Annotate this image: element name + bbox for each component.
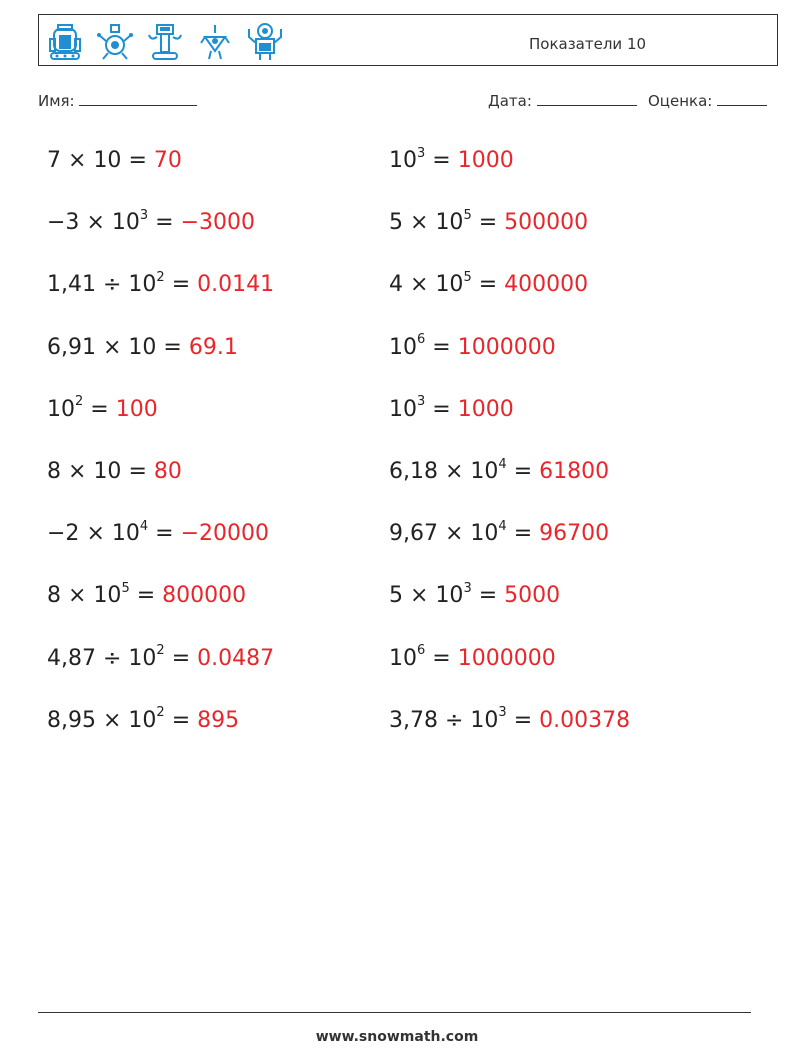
problem-base: 10 bbox=[111, 210, 140, 236]
problem-base: 10 bbox=[389, 148, 417, 173]
equals-sign: = bbox=[432, 148, 451, 173]
problem-coefficient: 5 bbox=[389, 583, 403, 609]
date-field[interactable] bbox=[488, 92, 637, 110]
problem-answer: 1000 bbox=[457, 396, 514, 422]
problem-operator: ÷ bbox=[102, 645, 122, 671]
problem-base: 10 bbox=[435, 210, 464, 236]
problem-base: 10 bbox=[389, 334, 417, 360]
problem-operator: ÷ bbox=[102, 272, 122, 298]
equals-sign: = bbox=[171, 272, 191, 298]
equals-sign: = bbox=[136, 583, 156, 609]
problem-coefficient: 3,78 bbox=[389, 707, 438, 733]
problem-coefficient: 8 bbox=[47, 459, 61, 484]
problem-coefficient: −2 bbox=[47, 521, 80, 547]
equals-sign: = bbox=[513, 707, 533, 733]
problem-exponent: 3 bbox=[139, 207, 149, 223]
problem-exponent: 2 bbox=[75, 394, 84, 410]
problem-item bbox=[389, 207, 589, 236]
name-label: Имя: bbox=[38, 92, 75, 110]
problem-item bbox=[47, 459, 182, 484]
problem-exponent: 4 bbox=[139, 518, 149, 534]
problem-coefficient: 6,91 bbox=[47, 334, 96, 360]
problem-item bbox=[389, 332, 556, 360]
problem-base: 10 bbox=[470, 521, 499, 547]
problem-base: 10 bbox=[128, 645, 157, 671]
problem-base: 10 bbox=[389, 396, 417, 422]
problem-coefficient: 6,18 bbox=[389, 459, 438, 484]
equals-sign: = bbox=[513, 521, 533, 547]
problem-base: 10 bbox=[389, 645, 417, 671]
problem-base: 10 bbox=[93, 148, 122, 173]
problem-item bbox=[389, 583, 560, 608]
problem-item bbox=[47, 583, 246, 608]
problem-item bbox=[47, 518, 270, 547]
equals-sign: = bbox=[432, 645, 451, 671]
date-blank[interactable] bbox=[537, 92, 637, 106]
equals-sign: = bbox=[128, 459, 147, 484]
equals-sign: = bbox=[155, 521, 174, 547]
problem-operator: × bbox=[410, 210, 429, 236]
problem-operator: × bbox=[410, 272, 429, 298]
problem-base: 10 bbox=[435, 272, 464, 298]
problem-answer: −20000 bbox=[180, 521, 270, 547]
problem-answer: 1000000 bbox=[457, 334, 556, 360]
problem-operator: × bbox=[444, 521, 464, 547]
problem-answer: 1000000 bbox=[457, 645, 556, 671]
problem-item bbox=[389, 456, 610, 484]
equals-sign: = bbox=[478, 583, 498, 609]
problem-operator: × bbox=[410, 583, 429, 609]
equals-sign: = bbox=[128, 148, 147, 173]
problem-coefficient: 4,87 bbox=[47, 645, 96, 671]
equals-sign: = bbox=[432, 334, 451, 360]
problem-exponent: 5 bbox=[121, 581, 130, 597]
problem-item bbox=[47, 394, 158, 422]
problem-operator: × bbox=[68, 148, 87, 173]
robot-tower-icon bbox=[145, 21, 185, 63]
date-label: Дата: bbox=[488, 92, 532, 110]
problem-item bbox=[389, 518, 610, 547]
problem-answer: 96700 bbox=[539, 521, 610, 547]
problem-exponent: 3 bbox=[417, 145, 426, 161]
problem-answer: 5000 bbox=[504, 583, 561, 609]
problem-exponent: 2 bbox=[156, 705, 165, 721]
problem-exponent: 4 bbox=[498, 518, 507, 534]
problem-exponent: 3 bbox=[417, 394, 426, 410]
problem-coefficient: 8 bbox=[47, 583, 61, 609]
problem-exponent: 6 bbox=[417, 643, 426, 659]
problem-exponent: 3 bbox=[463, 581, 472, 597]
problem-operator: × bbox=[102, 334, 122, 360]
worksheet-title: Показатели 10 bbox=[529, 35, 647, 53]
problem-operator: × bbox=[86, 210, 105, 236]
problem-answer: −3000 bbox=[180, 210, 256, 236]
problem-answer: 400000 bbox=[504, 272, 589, 298]
equals-sign: = bbox=[90, 396, 109, 422]
problem-operator: × bbox=[444, 459, 464, 484]
problem-exponent: 2 bbox=[156, 270, 165, 286]
footer-url: www.snowmath.com bbox=[315, 1029, 479, 1045]
problem-answer: 100 bbox=[115, 396, 158, 422]
equals-sign: = bbox=[171, 707, 191, 733]
problem-coefficient: −3 bbox=[47, 210, 80, 236]
problem-item bbox=[389, 705, 631, 733]
robot-tank-icon bbox=[45, 21, 85, 63]
problem-answer: 61800 bbox=[539, 459, 610, 484]
problem-base: 10 bbox=[128, 334, 157, 360]
problem-exponent: 3 bbox=[498, 705, 507, 721]
problem-item bbox=[47, 207, 256, 236]
problem-base: 10 bbox=[470, 459, 499, 484]
problem-operator: × bbox=[86, 521, 105, 547]
problem-operator: × bbox=[102, 707, 122, 733]
problem-item bbox=[47, 148, 182, 173]
equals-sign: = bbox=[171, 645, 191, 671]
problem-base: 10 bbox=[111, 521, 140, 547]
problem-operator: × bbox=[68, 459, 87, 484]
problem-item bbox=[389, 145, 514, 173]
equals-sign: = bbox=[432, 396, 451, 422]
problem-exponent: 5 bbox=[463, 207, 472, 223]
score-field[interactable] bbox=[648, 92, 767, 110]
equals-sign: = bbox=[155, 210, 174, 236]
problem-exponent: 5 bbox=[463, 270, 472, 286]
problem-answer: 1000 bbox=[457, 148, 514, 173]
problem-coefficient: 5 bbox=[389, 210, 403, 236]
problem-coefficient: 8,95 bbox=[47, 707, 96, 733]
robot-ring-icon bbox=[95, 21, 135, 63]
problem-item bbox=[47, 272, 274, 297]
problem-coefficient: 9,67 bbox=[389, 521, 438, 547]
robot-small-icon bbox=[195, 21, 235, 63]
robot-icons bbox=[45, 21, 285, 63]
problem-item bbox=[47, 643, 275, 671]
problem-base: 10 bbox=[93, 583, 122, 609]
score-blank[interactable] bbox=[717, 92, 767, 106]
problem-item bbox=[47, 335, 238, 360]
equals-sign: = bbox=[513, 459, 533, 484]
problem-coefficient: 7 bbox=[47, 148, 61, 173]
name-field[interactable] bbox=[38, 92, 197, 110]
problem-answer: 500000 bbox=[504, 210, 589, 236]
equals-sign: = bbox=[478, 210, 498, 236]
problem-coefficient: 4 bbox=[389, 272, 403, 298]
problem-item bbox=[389, 643, 556, 671]
problem-exponent: 4 bbox=[498, 456, 507, 472]
score-label: Оценка: bbox=[648, 92, 713, 110]
problem-answer: 800000 bbox=[162, 583, 247, 609]
problem-operator: ÷ bbox=[444, 707, 464, 733]
worksheet-header bbox=[38, 14, 778, 66]
problem-item bbox=[47, 705, 240, 733]
problem-coefficient: 1,41 bbox=[47, 272, 96, 298]
name-blank[interactable] bbox=[79, 92, 197, 106]
problem-base: 10 bbox=[470, 707, 499, 733]
problem-item bbox=[389, 272, 588, 297]
problem-answer: 69.1 bbox=[188, 334, 238, 360]
problem-operator: × bbox=[68, 583, 87, 609]
problem-answer: 0.0141 bbox=[197, 272, 275, 298]
robot-eye-icon bbox=[245, 21, 285, 63]
problem-item bbox=[389, 394, 514, 422]
problem-base: 10 bbox=[93, 459, 122, 484]
problem-base: 10 bbox=[47, 396, 75, 422]
problem-base: 10 bbox=[128, 272, 157, 298]
footer-divider bbox=[38, 1012, 751, 1013]
equals-sign: = bbox=[163, 334, 182, 360]
problem-exponent: 6 bbox=[417, 332, 426, 348]
problem-answer: 895 bbox=[197, 707, 240, 733]
equals-sign: = bbox=[478, 272, 498, 298]
problem-answer: 70 bbox=[153, 148, 182, 173]
problem-answer: 0.00378 bbox=[539, 707, 631, 733]
problem-answer: 0.0487 bbox=[197, 645, 275, 671]
problem-exponent: 2 bbox=[156, 643, 165, 659]
problem-base: 10 bbox=[435, 583, 464, 609]
problem-base: 10 bbox=[128, 707, 157, 733]
problem-answer: 80 bbox=[153, 459, 182, 484]
